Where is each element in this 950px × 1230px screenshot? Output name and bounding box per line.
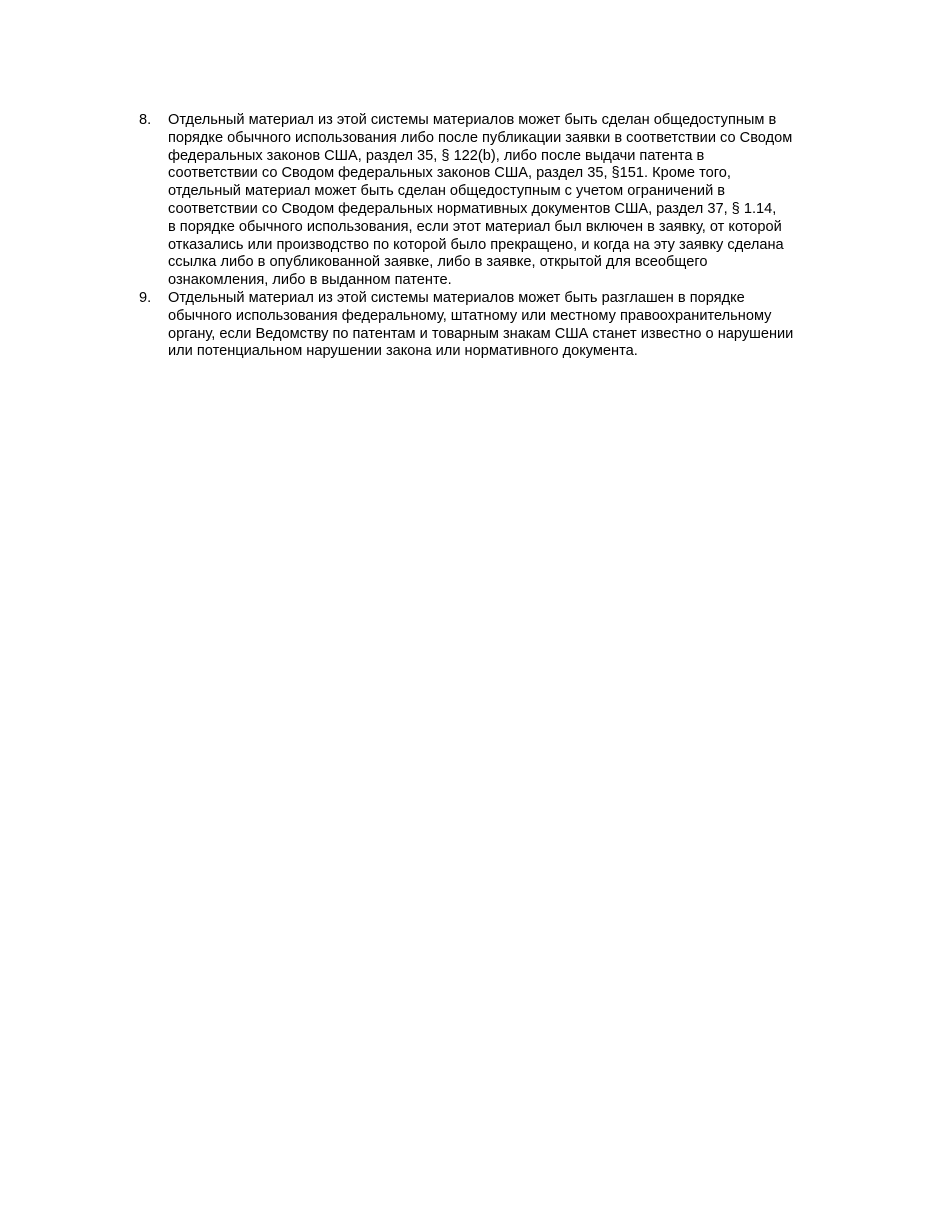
text-line: ознакомления, либо в выданном патенте.	[168, 272, 452, 289]
text-line: соответствии со Сводом федеральных нормативных документов США, раздел 37, § 1.14,	[168, 200, 777, 217]
text-line: отдельный материал может быть сделан общедоступным с учетом ограничений в	[168, 183, 726, 200]
list-item-number: 9.	[139, 289, 152, 306]
list-item-text	[168, 112, 844, 290]
list-item-8	[139, 112, 844, 290]
text-line: или потенциальном нарушении закона или нормативного документа.	[168, 343, 638, 360]
numbered-list	[139, 112, 844, 361]
list-item-number: 8.	[139, 112, 152, 128]
list-item-text	[168, 290, 844, 361]
text-line: ссылка либо в опубликованной заявке, либо в заявке, открытой для всеобщего	[168, 254, 708, 271]
text-line: Отдельный материал из этой системы материалов может быть разглашен в порядке	[168, 289, 745, 306]
text-line: в порядке обычного использования, если этот материал был включен в заявку, от которой	[168, 218, 782, 235]
text-line: федеральных законов США, раздел 35, § 122(b), либо после выдачи патента в	[168, 147, 705, 164]
text-line: отказались или производство по которой было прекращено, и когда на эту заявку сделана	[168, 236, 784, 253]
text-line: порядке обычного использования либо после публикации заявки в соответствии со Сводом	[168, 129, 793, 146]
text-line: обычного использования федеральному, штатному или местному правоохранительному	[168, 307, 772, 324]
text-line: органу, если Ведомству по патентам и товарным знакам США станет известно о нарушении	[168, 325, 794, 342]
text-line: соответствии со Сводом федеральных законов США, раздел 35, §151. Кроме того,	[168, 165, 731, 182]
text-line: Отдельный материал из этой системы материалов может быть сделан общедоступным в	[168, 112, 777, 128]
list-item-9	[139, 290, 844, 361]
